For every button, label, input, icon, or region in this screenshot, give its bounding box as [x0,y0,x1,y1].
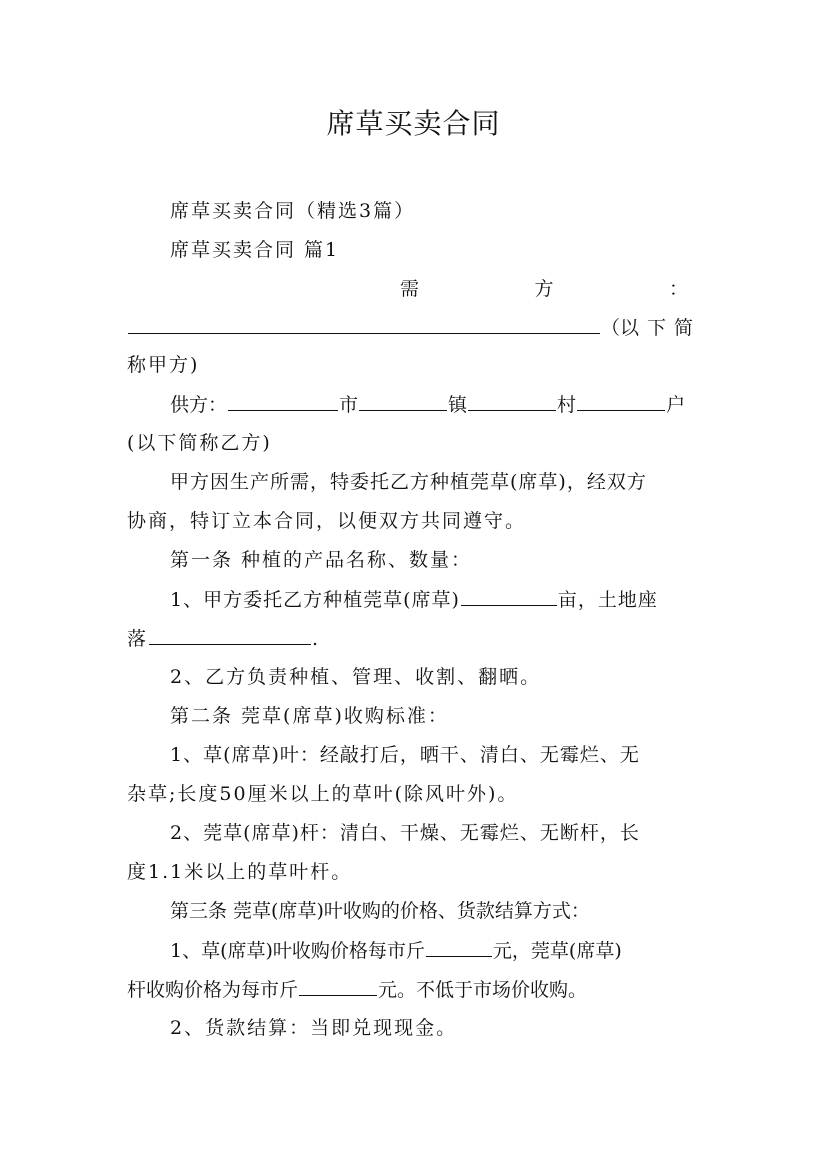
article-item: 2、乙方负责种植、管理、收割、翻晒。 [170,666,542,688]
paren-text: （以 [601,317,640,339]
supply-village: 村 [557,394,577,416]
demand-party-field-line [127,313,702,342]
acreage-blank [461,585,557,606]
article-item: 1、草(席草)叶：经敲打后，晒干、清白、无霉烂、无 [170,744,640,766]
article-item: 杂草;长度50厘米以上的草叶(除风叶外)。 [127,783,519,805]
price-blank [426,936,492,957]
article-heading: 第三条 莞草(席草)叶收购的价格、货款结算方式： [170,900,590,922]
article-text: 1、甲方委托乙方种植莞草(席草) [170,589,460,611]
article-item [170,585,702,614]
supply-label: 供方： [170,394,228,416]
demand-char: 方 [534,278,556,300]
supply-blank [468,390,556,411]
article-heading: 第一条 种植的产品名称、数量： [170,549,473,571]
location-blank [149,624,311,645]
demand-party-cont: 称甲方) [127,354,200,376]
article-text: 亩，土地座 [557,589,658,611]
demand-party-label [400,275,690,303]
supply-household: 户 [666,394,686,416]
intro-paragraph: 甲方因生产所需，特委托乙方种植莞草(席草)，经双方 [170,471,647,493]
supply-blank [577,390,665,411]
article-item [127,624,702,653]
document-subtitle: 席草买卖合同（精选3篇） [170,200,416,222]
article-item: 2、莞草(席草)杆：清白、干燥、无霉烂、无断杆，长 [170,822,640,844]
paren-text: 下 [646,317,666,339]
article-text: 元。不低于市场价收购。 [378,979,588,1001]
price-blank [299,975,377,996]
supply-blank [228,390,338,411]
article-text: 落 [127,628,149,650]
article-item [170,936,702,965]
supply-blank [359,390,447,411]
demand-char: ： [668,278,690,300]
document-title: 席草买卖合同 [326,107,501,140]
supply-town: 镇 [448,394,468,416]
demand-char: 需 [400,278,422,300]
article-item: 2、货款结算：当即兑现现金。 [170,1017,458,1039]
demand-party-blank [128,313,600,334]
supply-party-cont: (以下简称乙方) [127,432,272,454]
article-heading: 第二条 莞草(席草)收购标准： [170,705,449,727]
supply-city: 市 [339,394,359,416]
paren-text: 简 [673,317,693,339]
article-item [127,975,702,1004]
article-text: 杆收购价格为每市斤 [127,979,299,1001]
supply-party-line [170,390,702,419]
article-text: . [312,628,321,650]
article-text: 1、草(席草)叶收购价格每市斤 [170,940,425,962]
article-item: 度1.1米以上的草叶杆。 [127,861,353,883]
intro-paragraph: 协商，特订立本合同，以便双方共同遵守。 [127,510,527,532]
section-heading: 席草买卖合同 篇1 [170,239,340,261]
article-text: 元，莞草(席草) [492,940,622,962]
